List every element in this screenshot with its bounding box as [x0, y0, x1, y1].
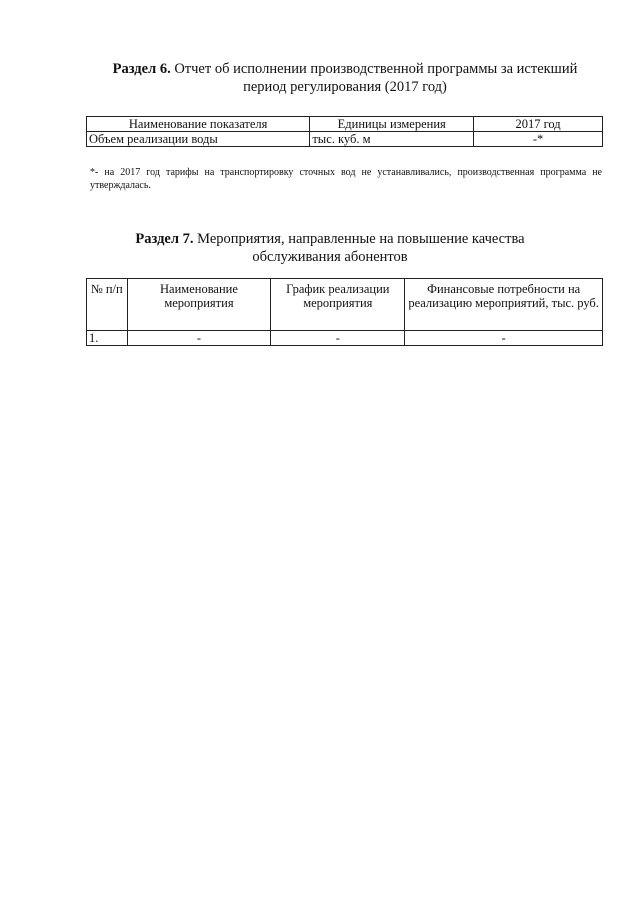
table-header-row — [87, 279, 603, 331]
header-schedule: График реализации мероприятия — [271, 279, 405, 331]
footnote: *- на 2017 год тарифы на транспортировку сточных вод не устанавливались, производственная программа не утверждалась. — [90, 167, 602, 191]
header-financial-needs: Финансовые потребности на реализацию мероприятий, тыс. руб. — [405, 279, 603, 331]
cell-value: -* — [474, 132, 603, 147]
header-indicator-name: Наименование показателя — [87, 117, 310, 132]
section-7-heading — [110, 230, 550, 266]
header-measure-name: Наименование мероприятия — [127, 279, 271, 331]
cell-measure-name: - — [127, 331, 271, 346]
table-header-row — [87, 117, 603, 132]
cell-financial-needs: - — [405, 331, 603, 346]
table-row — [87, 331, 603, 346]
cell-indicator: Объем реализации воды — [87, 132, 310, 147]
table-row — [87, 132, 603, 147]
header-number: № п/п — [87, 279, 128, 331]
cell-units: тыс. куб. м — [310, 132, 474, 147]
section-7-label: Раздел 7. — [135, 231, 194, 247]
section-6-label: Раздел 6. — [112, 61, 171, 77]
header-units: Единицы измерения — [310, 117, 474, 132]
section-6-heading — [90, 60, 600, 96]
measures-table — [86, 278, 603, 346]
cell-schedule: - — [271, 331, 405, 346]
cell-number: 1. — [87, 331, 128, 346]
section-6-title: Отчет об исполнении производственной программы за истекший период регулирования (2017 год) — [174, 61, 578, 95]
section-7-title: Мероприятия, направленные на повышение качества обслуживания абонентов — [197, 231, 525, 265]
production-program-table — [86, 116, 603, 147]
header-year: 2017 год — [474, 117, 603, 132]
